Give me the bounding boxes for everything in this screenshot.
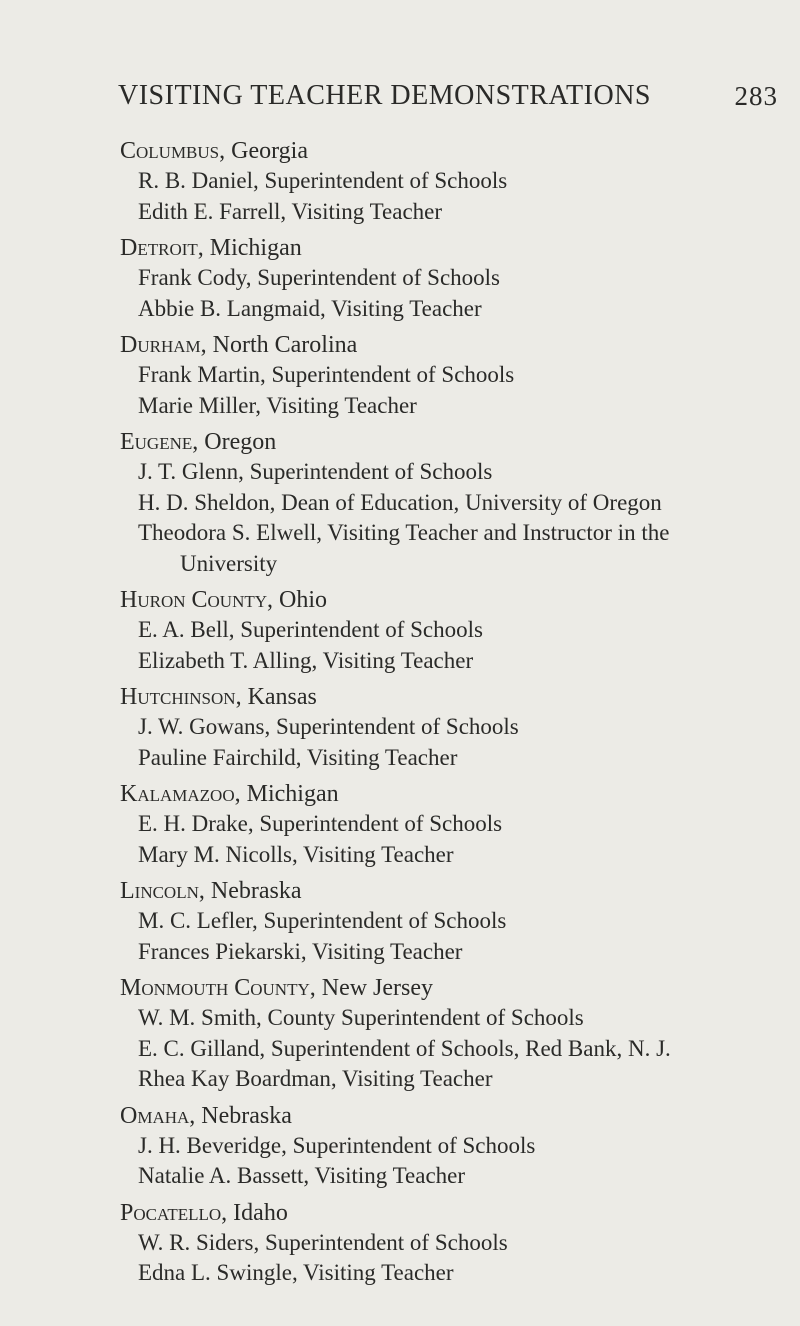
state-name: , Idaho — [221, 1199, 288, 1226]
person-line: E. A. Bell, Superintendent of Schools — [138, 617, 483, 642]
person-line: Marie Miller, Visiting Teacher — [138, 392, 417, 418]
city-heading — [120, 330, 780, 360]
person-line: J. H. Beveridge, Superintendent of Schools — [138, 1132, 536, 1158]
state-name: , Oregon — [192, 429, 277, 455]
city-name: Monmouth County — [120, 975, 310, 1001]
city-heading — [120, 427, 780, 457]
city-name: Durham — [120, 332, 201, 358]
entry-pocatello — [120, 1198, 780, 1289]
entry-columbus — [120, 136, 780, 227]
state-name: , Kansas — [235, 684, 317, 710]
city-name: Kalamazoo — [120, 781, 235, 807]
city-name: Hutchinson — [120, 684, 236, 710]
entry-monmouth-county — [120, 973, 780, 1095]
person-line: Natalie A. Bassett, Visiting Teacher — [138, 1163, 466, 1188]
person-line: W. M. Smith, County Superintendent of Schools — [138, 1005, 584, 1030]
entry-omaha — [120, 1101, 780, 1192]
city-heading — [120, 585, 780, 615]
city-heading — [120, 973, 780, 1003]
city-name: Columbus — [120, 138, 220, 164]
person-line: Rhea Kay Boardman, Visiting Teacher — [138, 1066, 493, 1091]
state-name: , Georgia — [219, 138, 309, 164]
running-head — [118, 80, 778, 120]
state-name: , North Carolina — [200, 332, 358, 358]
city-heading — [120, 876, 780, 906]
entry-huron-county — [120, 585, 780, 676]
person-line: H. D. Sheldon, Dean of Education, University of Oregon — [138, 489, 662, 515]
state-name: , Nebraska — [198, 878, 302, 904]
person-line: Mary M. Nicolls, Visiting Teacher — [138, 841, 454, 867]
person-line: M. C. Lefler, Superintendent of Schools — [138, 908, 507, 933]
city-name: Omaha — [120, 1102, 190, 1129]
running-title: VISITING TEACHER DEMONSTRATIONS — [118, 80, 651, 111]
person-line: R. B. Daniel, Superintendent of Schools — [138, 168, 508, 193]
person-line: J. T. Glenn, Superintendent of Schools — [138, 459, 493, 484]
state-name: , Nebraska — [189, 1102, 292, 1129]
person-line: Frances Piekarski, Visiting Teacher — [138, 938, 463, 964]
city-heading — [120, 136, 780, 166]
city-name: Pocatello — [120, 1199, 222, 1226]
person-line: W. R. Siders, Superintendent of Schools — [138, 1229, 508, 1255]
city-heading — [120, 1101, 780, 1131]
entry-list — [120, 136, 780, 1295]
state-name: , New Jersey — [309, 975, 434, 1001]
person-line: E. H. Drake, Superintendent of Schools — [138, 811, 503, 836]
person-line: J. W. Gowans, Superintendent of Schools — [138, 714, 519, 739]
state-name: , Ohio — [267, 587, 328, 613]
person-line: Edith E. Farrell, Visiting Teacher — [138, 198, 443, 224]
entry-lincoln — [120, 876, 780, 967]
city-heading — [120, 233, 780, 263]
person-line: Frank Martin, Superintendent of Schools — [138, 362, 515, 387]
person-line-part: Theodora S. Elwell, Visiting Teacher and Instructor in the — [138, 520, 670, 545]
entry-eugene — [120, 427, 780, 579]
city-heading — [120, 1198, 780, 1228]
entry-durham — [120, 330, 780, 421]
city-name: Lincoln — [120, 878, 199, 904]
state-name: , Michigan — [197, 235, 302, 261]
entry-hutchinson — [120, 682, 780, 773]
entry-detroit — [120, 233, 780, 324]
city-name: Huron County — [120, 587, 268, 613]
person-line: Elizabeth T. Alling, Visiting Teacher — [138, 647, 474, 673]
person-line: Abbie B. Langmaid, Visiting Teacher — [138, 295, 482, 321]
person-line-continuation: University — [180, 550, 278, 576]
person-line: Frank Cody, Superintendent of Schools — [138, 265, 501, 290]
person-line: Edna L. Swingle, Visiting Teacher — [138, 1260, 454, 1285]
page-number: 283 — [734, 81, 778, 111]
city-name: Detroit — [120, 235, 198, 261]
person-line: Pauline Fairchild, Visiting Teacher — [138, 744, 458, 770]
entry-kalamazoo — [120, 779, 780, 870]
city-name: Eugene — [120, 429, 193, 455]
state-name: , Michigan — [234, 781, 339, 807]
city-heading — [120, 779, 780, 809]
person-line: E. C. Gilland, Superintendent of Schools, Red Bank, N. J. — [138, 1035, 671, 1061]
city-heading — [120, 682, 780, 712]
person-line-wrapped — [120, 518, 780, 579]
